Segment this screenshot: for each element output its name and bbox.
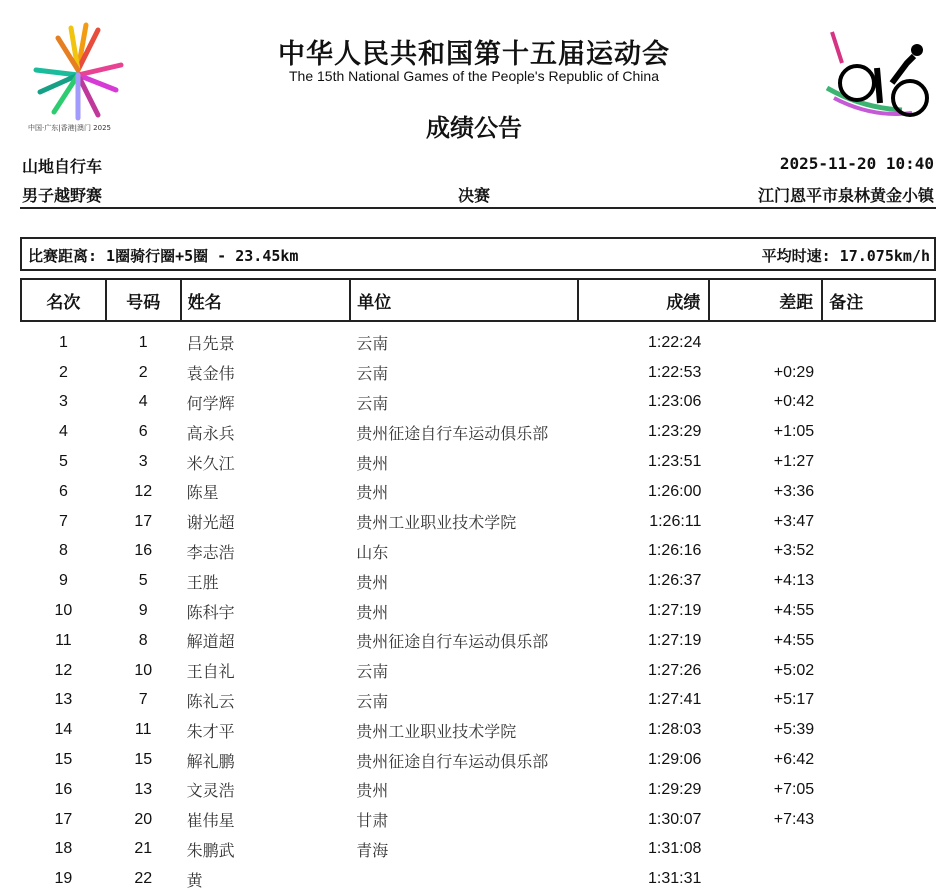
logo-text: 中国·广东|香港|澳门 2025: [28, 124, 111, 132]
result-time: 1:31:08: [648, 840, 702, 858]
result-time: 1:30:07: [648, 810, 702, 828]
athlete-name: 袁金伟: [186, 364, 235, 384]
report-datetime: 2025-11-20 10:40: [779, 154, 934, 173]
bib: 4: [138, 393, 148, 411]
remarks: [822, 447, 935, 477]
venue: 江门恩平市泉林黄金小镇: [757, 186, 934, 205]
athlete-name: 何学辉: [186, 393, 235, 413]
table-row: [21, 656, 935, 686]
team: 贵州征途自行车运动俱乐部: [356, 632, 549, 652]
remarks: [822, 537, 935, 567]
col-remarks: 备注: [822, 279, 935, 321]
athlete-name: 李志浩: [186, 542, 235, 562]
team: 云南: [356, 334, 389, 354]
time-gap: +4:13: [773, 572, 815, 590]
rank: 10: [54, 602, 73, 620]
rank: 11: [55, 631, 72, 649]
athlete-name: 谢光超: [186, 513, 235, 533]
bib: 10: [134, 661, 153, 679]
time-gap: +4:55: [773, 631, 815, 649]
result-time: 1:29:06: [648, 751, 702, 769]
remarks: [822, 507, 935, 537]
bib: 16: [134, 542, 153, 560]
time-gap: [709, 328, 822, 358]
rank: 12: [54, 661, 73, 679]
team: 云南: [356, 393, 389, 413]
result-time: 1:29:29: [648, 780, 702, 798]
athlete-name: 陈科宇: [186, 602, 235, 622]
table-row: [21, 626, 935, 656]
rank: 2: [58, 363, 68, 381]
result-time: 1:28:03: [648, 721, 702, 739]
rank: 4: [58, 423, 68, 441]
header-divider: [20, 207, 936, 209]
team: 云南: [356, 691, 389, 711]
rank: 8: [58, 542, 68, 560]
athlete-name: 吕先景: [186, 334, 235, 354]
team: 贵州: [356, 602, 389, 622]
table-row: [21, 328, 935, 358]
table-row: [21, 775, 935, 805]
result-time: 1:23:51: [648, 453, 702, 471]
athlete-name: 解道超: [186, 632, 235, 652]
bib: 13: [134, 780, 153, 798]
col-time: 成绩: [578, 279, 710, 321]
table-row: [21, 507, 935, 537]
remarks: [822, 626, 935, 656]
time-gap: +5:39: [773, 721, 815, 739]
result-time: 1:27:26: [648, 661, 702, 679]
bib: 6: [138, 423, 148, 441]
table-row: [21, 358, 935, 388]
team: 甘肃: [356, 811, 389, 831]
athlete-name: 解礼鹏: [186, 751, 235, 771]
rank: 15: [54, 751, 73, 769]
table-row: [21, 835, 935, 865]
rank: 16: [54, 780, 73, 798]
team: 贵州: [356, 483, 389, 503]
team: [350, 864, 577, 894]
rank: 1: [58, 333, 68, 351]
rank: 13: [54, 691, 73, 709]
time-gap: +7:43: [773, 810, 815, 828]
bib: 5: [138, 572, 148, 590]
remarks: [822, 328, 935, 358]
table-row: [21, 388, 935, 418]
result-time: 1:26:37: [648, 572, 702, 590]
team: 山东: [356, 542, 389, 562]
bib: 8: [138, 631, 148, 649]
team: 云南: [356, 364, 389, 384]
table-row: [21, 596, 935, 626]
time-gap: +3:36: [773, 482, 815, 500]
sport-name: 山地自行车: [22, 157, 103, 176]
result-time: 1:27:19: [648, 631, 702, 649]
remarks: [822, 745, 935, 775]
rank: 18: [54, 840, 73, 858]
athlete-name: 黄: [186, 870, 203, 890]
remarks: [822, 417, 935, 447]
time-gap: +5:17: [773, 691, 815, 709]
bib: 9: [138, 602, 148, 620]
rank: 14: [54, 721, 73, 739]
result-time: 1:27:19: [648, 602, 702, 620]
result-time: 1:31:31: [648, 870, 702, 888]
bib: 1: [138, 333, 148, 351]
event-phase: 决赛: [457, 186, 490, 205]
athlete-name: 米久江: [186, 453, 235, 473]
table-row: [21, 745, 935, 775]
col-team: 单位: [350, 279, 577, 321]
bib: 15: [134, 751, 153, 769]
bib: 21: [134, 840, 153, 858]
time-gap: +1:27: [773, 453, 815, 471]
document-title: 成绩公告: [426, 114, 522, 142]
team: 贵州: [356, 453, 389, 473]
time-gap: +0:42: [773, 393, 815, 411]
remarks: [822, 566, 935, 596]
time-gap: +6:42: [773, 751, 815, 769]
remarks: [822, 715, 935, 745]
col-rank: 名次: [21, 279, 106, 321]
col-bib: 号码: [106, 279, 181, 321]
result-time: 1:27:41: [648, 691, 702, 709]
race-distance: 比赛距离: 1圈骑行圈+5圈 - 23.45km: [28, 247, 299, 265]
remarks: [822, 775, 935, 805]
result-time: 1:26:16: [648, 542, 702, 560]
rank: 3: [58, 393, 68, 411]
bib: 3: [138, 453, 148, 471]
time-gap: +3:52: [773, 542, 815, 560]
remarks: [822, 835, 935, 865]
result-time: 1:23:29: [648, 423, 702, 441]
rank: 6: [58, 482, 68, 500]
bib: 11: [134, 721, 152, 739]
remarks: [822, 596, 935, 626]
table-row: [21, 447, 935, 477]
bib: 20: [134, 810, 153, 828]
result-time: 1:23:06: [648, 393, 702, 411]
time-gap: +3:47: [773, 512, 815, 530]
bib: 22: [134, 870, 153, 888]
col-gap: 差距: [709, 279, 822, 321]
bib: 17: [134, 512, 153, 530]
athlete-name: 王胜: [186, 572, 219, 592]
rank: 5: [58, 453, 68, 471]
rank: 7: [58, 512, 68, 530]
results-table: [20, 278, 936, 894]
table-row: [21, 417, 935, 447]
games-title-cn: 中华人民共和国第十五届运动会: [278, 39, 670, 70]
time-gap: +5:02: [773, 661, 815, 679]
team: 贵州征途自行车运动俱乐部: [356, 423, 549, 443]
table-row: [21, 686, 935, 716]
result-time: 1:22:53: [648, 363, 702, 381]
team: 贵州工业职业技术学院: [356, 513, 517, 533]
rank: 17: [54, 810, 73, 828]
team: 贵州: [356, 572, 389, 592]
average-speed: 平均时速: 17.075km/h: [761, 247, 930, 265]
bib: 12: [134, 482, 153, 500]
table-row: [21, 715, 935, 745]
athlete-name: 朱才平: [186, 721, 235, 741]
event-name: 男子越野赛: [22, 186, 103, 205]
remarks: [822, 805, 935, 835]
time-gap: [709, 835, 822, 865]
athlete-name: 高永兵: [186, 423, 235, 443]
rank: 19: [54, 870, 73, 888]
athlete-name: 文灵浩: [186, 781, 235, 801]
table-row: [21, 805, 935, 835]
table-row: [21, 864, 935, 894]
remarks: [822, 656, 935, 686]
team: 云南: [356, 662, 389, 682]
athlete-name: 崔伟星: [186, 811, 235, 831]
bib: 2: [138, 363, 148, 381]
time-gap: +4:55: [773, 602, 815, 620]
time-gap: +0:29: [773, 363, 815, 381]
team: 贵州: [356, 781, 389, 801]
team: 贵州征途自行车运动俱乐部: [356, 751, 549, 771]
result-time: 1:26:11: [649, 512, 702, 530]
athlete-name: 陈星: [186, 483, 219, 503]
games-title-en: The 15th National Games of the People's Republic of China: [288, 68, 659, 84]
remarks: [822, 864, 935, 894]
bib: 7: [138, 691, 148, 709]
time-gap: +1:05: [773, 423, 815, 441]
team: 青海: [356, 840, 389, 860]
result-time: 1:26:00: [648, 482, 702, 500]
table-row: [21, 477, 935, 507]
remarks: [822, 388, 935, 418]
col-name: 姓名: [181, 279, 351, 321]
table-header-row: [21, 279, 935, 321]
rank: 9: [58, 572, 68, 590]
remarks: [822, 686, 935, 716]
remarks: [822, 358, 935, 388]
remarks: [822, 477, 935, 507]
table-row: [21, 537, 935, 567]
team: 贵州工业职业技术学院: [356, 721, 517, 741]
time-gap: [709, 864, 822, 894]
race-info-box: [20, 237, 936, 271]
result-time: 1:22:24: [648, 333, 702, 351]
athlete-name: 王自礼: [186, 662, 235, 682]
athlete-name: 朱鹏武: [186, 840, 235, 860]
time-gap: +7:05: [773, 780, 815, 798]
table-row: [21, 566, 935, 596]
athlete-name: 陈礼云: [186, 691, 235, 711]
